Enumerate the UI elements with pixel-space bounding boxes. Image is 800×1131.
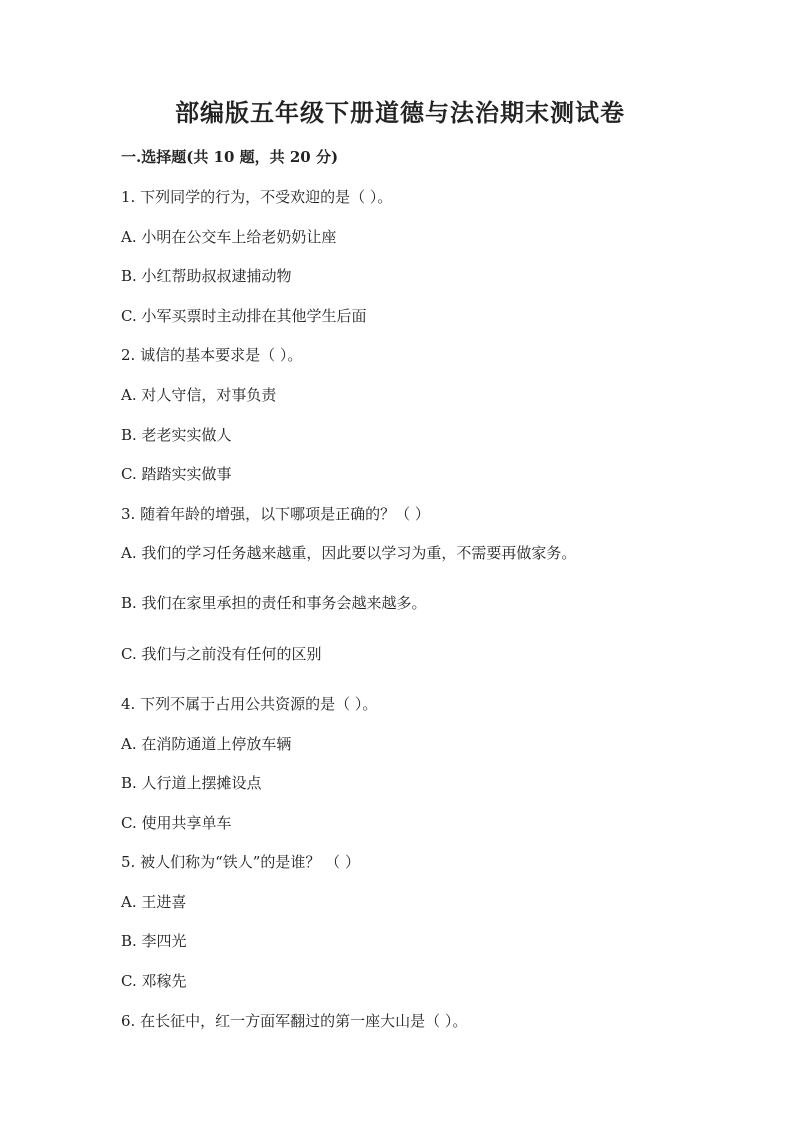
question-3-option-c: C. 我们与之前没有任何的区别 — [121, 645, 322, 663]
question-4-option-c: C. 使用共享单车 — [121, 814, 232, 832]
question-2-option-b: B. 老老实实做人 — [121, 426, 232, 444]
document-title: 部编版五年级下册道德与法治期末测试卷 — [175, 98, 625, 127]
question-3-option-a: A. 我们的学习任务越来越重，因此要以学习为重，不需要再做家务。 — [121, 544, 577, 562]
question-6-stem: 6. 在长征中，红一方面军翻过的第一座大山是（ ）。 — [121, 1012, 468, 1030]
question-2-option-a: A. 对人守信，对事负责 — [121, 386, 277, 404]
question-4-stem: 4. 下列不属于占用公共资源的是（ ）。 — [121, 695, 378, 713]
question-2-option-c: C. 踏踏实实做事 — [121, 465, 232, 483]
question-1-option-c: C. 小军买票时主动排在其他学生后面 — [121, 307, 367, 325]
question-5-stem: 5. 被人们称为“铁人”的是谁？ （ ） — [121, 853, 360, 871]
question-3-stem: 3. 随着年龄的增强，以下哪项是正确的？（ ） — [121, 505, 430, 523]
question-4-option-a: A. 在消防通道上停放车辆 — [121, 735, 292, 753]
section-heading: 一.选择题(共 10 题，共 20 分) — [121, 148, 339, 166]
question-1-option-a: A. 小明在公交车上给老奶奶让座 — [121, 228, 337, 246]
question-3-option-b: B. 我们在家里承担的责任和事务会越来越多。 — [121, 594, 427, 612]
question-1-stem: 1. 下列同学的行为，不受欢迎的是（ ）。 — [121, 188, 393, 206]
question-1-option-b: B. 小红帮助叔叔逮捕动物 — [121, 267, 292, 285]
question-2-stem: 2. 诚信的基本要求是（ ）。 — [121, 346, 303, 364]
question-5-option-a: A. 王进喜 — [121, 893, 187, 911]
question-5-option-c: C. 邓稼先 — [121, 972, 187, 990]
question-5-option-b: B. 李四光 — [121, 932, 187, 950]
question-4-option-b: B. 人行道上摆摊设点 — [121, 774, 262, 792]
